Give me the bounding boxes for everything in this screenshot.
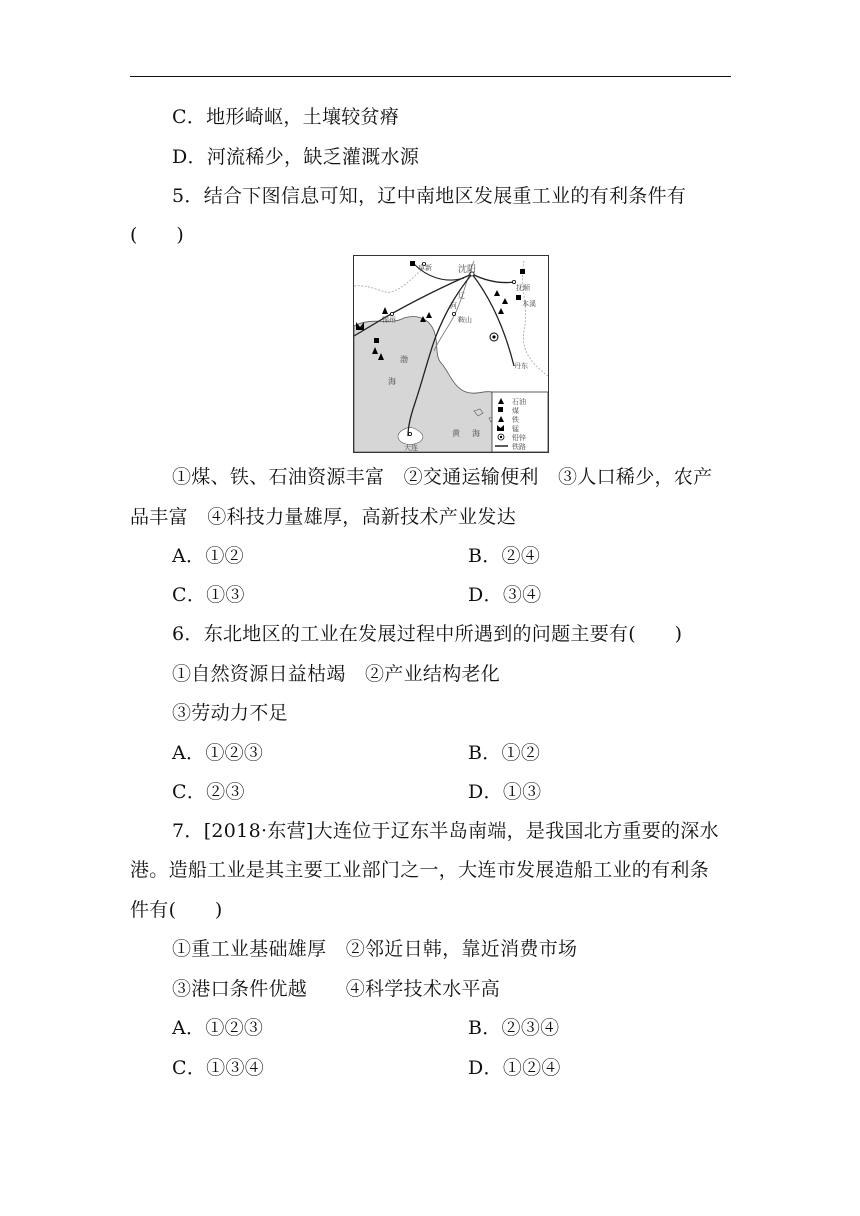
q7-option-c: C．①③④: [172, 1057, 265, 1079]
map-label-he: 河: [450, 302, 457, 310]
map-label-liao: 辽: [458, 292, 465, 300]
q7-stem-line3: 件有( ): [130, 899, 223, 921]
q4-option-d: D．河流稀少，缺乏灌溉水源: [172, 146, 420, 168]
q5-option-b: B．②④: [468, 545, 541, 567]
q7-statements-line2: ③港口条件优越 ④科学技术水平高: [172, 978, 501, 1000]
q7-stem-line2: 港。造船工业是其主要工业部门之一，大连市发展造船工业的有利条: [130, 859, 710, 881]
liaozhongnan-map: [353, 255, 549, 453]
legend-coal: 煤: [512, 407, 519, 415]
q5-stem-line1: 5．结合下图信息可知，辽中南地区发展重工业的有利条件有: [172, 185, 687, 207]
q6-option-a: A．①②③: [172, 742, 264, 764]
map-label-jinzhou: 锦州: [382, 316, 396, 324]
iron-symbol: [494, 290, 500, 296]
q5-option-a: A．①②: [172, 545, 244, 567]
map-label-benxi: 本溪: [522, 300, 536, 308]
map-label-hai2: 海: [472, 429, 480, 438]
q4-option-c: C．地形崎岖，土壤较贫瘠: [172, 106, 400, 128]
oil-symbol: [382, 307, 388, 314]
coal-symbol: [520, 269, 525, 274]
q5-statements-line2: 品丰富 ④科技力量雄厚，高新技术产业发达: [130, 506, 517, 528]
iron-symbol: [498, 308, 504, 314]
map-label-bo: 渤: [400, 355, 408, 364]
legend-iron: 铁: [512, 416, 519, 424]
map-label-shenyang: 沈阳: [458, 265, 477, 275]
railway-line: [472, 274, 514, 366]
map-label-fushun: 抚顺: [516, 284, 530, 292]
map-label-anshan: 鞍山: [458, 316, 472, 324]
boundary-line: [523, 261, 548, 376]
q6-option-d: D．①③: [468, 781, 542, 803]
boundary-line: [354, 268, 424, 292]
legend-manganese: 锰: [512, 425, 519, 433]
q7-statements-line1: ①重工业基础雄厚 ②邻近日韩，靠近消费市场: [172, 938, 578, 960]
q7-stem-line1: 7．[2018·东营]大连位于辽东半岛南端，是我国北方重要的深水: [172, 820, 719, 842]
q7-option-a: A．①②③: [172, 1017, 264, 1039]
map-label-dalian: 大连: [404, 444, 418, 452]
q6-statements-line2: ③劳动力不足: [172, 702, 288, 724]
map-legend: [492, 392, 548, 452]
q6-stem: 6．东北地区的工业在发展过程中所遇到的问题主要有( ): [172, 623, 683, 645]
iron-symbol: [426, 312, 432, 318]
coal-symbol: [374, 338, 379, 343]
coal-symbol: [410, 261, 415, 266]
coal-symbol: [516, 295, 521, 300]
map-label-huang: 黄: [452, 429, 460, 438]
iron-symbol: [502, 298, 508, 304]
q5-stem-line2: ( ): [130, 224, 185, 246]
q5-option-c: C．①③: [172, 584, 245, 606]
legend-oil: 石油: [512, 398, 526, 406]
lead-zinc-symbol: [490, 333, 498, 341]
q6-option-c: C．②③: [172, 781, 245, 803]
map-label-fuxin: 阜新: [418, 264, 432, 272]
railway-line: [472, 274, 514, 283]
legend-railway: 铁路: [512, 443, 526, 451]
header-rule: [130, 76, 731, 77]
q5-statements-line1: ①煤、铁、石油资源丰富 ②交通运输便利 ③人口稀少，农产: [172, 466, 713, 488]
map-label-hai: 海: [388, 377, 396, 386]
q6-option-b: B．①②: [468, 742, 541, 764]
q5-option-d: D．③④: [468, 584, 542, 606]
legend-lead-zinc: 铅锌: [512, 434, 526, 442]
q7-option-b: B．②③④: [468, 1017, 560, 1039]
q7-option-d: D．①②④: [468, 1057, 561, 1079]
map-label-dandong: 丹东: [514, 362, 528, 370]
q6-statements-line1: ①自然资源日益枯竭 ②产业结构老化: [172, 663, 501, 685]
